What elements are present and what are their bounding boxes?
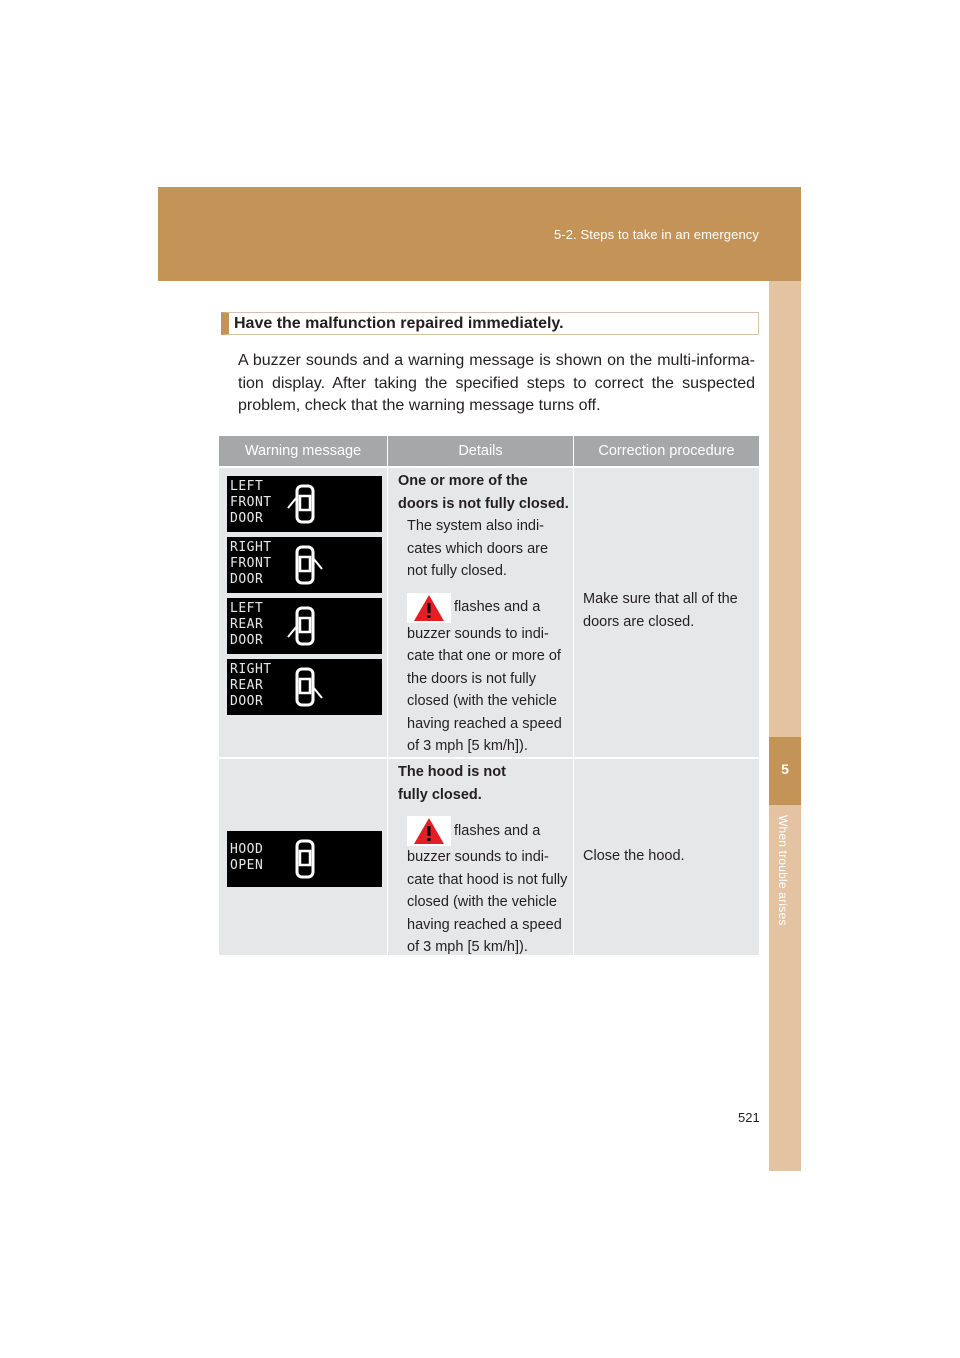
detail-title: The hood is not fully closed. — [398, 764, 506, 803]
car-door-open-icon — [283, 545, 327, 585]
car-door-open-icon — [283, 606, 327, 646]
section-heading — [221, 312, 759, 335]
page-number: 521 — [738, 1110, 760, 1125]
display-left-rear-door: LEFT REAR DOOR — [227, 598, 382, 654]
correction-text: Close the hood. — [583, 848, 685, 864]
car-icon — [283, 839, 327, 879]
side-strip — [769, 281, 801, 1171]
warning-text-start: flashes and a — [454, 599, 541, 616]
warning-line — [398, 593, 571, 623]
table-row — [219, 466, 759, 757]
table-row — [219, 757, 759, 955]
warning-table — [219, 436, 759, 955]
header-warning-message: Warning message — [219, 436, 388, 466]
warning-triangle-icon — [407, 816, 451, 846]
chapter-header — [158, 187, 801, 281]
chapter-title: 5-2. Steps to take in an emergency — [553, 227, 759, 242]
car-door-open-icon — [283, 484, 327, 524]
display-left-front-door: LEFT FRONT DOOR — [227, 476, 382, 532]
details-text — [398, 470, 571, 758]
display-right-rear-door: RIGHT REAR DOOR — [227, 659, 382, 715]
detail-title: One or more of the doors is not fully closed. — [398, 473, 569, 512]
display-hood-open: HOOD OPEN — [227, 831, 382, 887]
chapter-number: 5 — [781, 761, 789, 777]
correction-text: Make sure that all of the doors are closed. — [583, 591, 738, 630]
table-header — [219, 436, 759, 466]
warning-triangle-icon — [407, 593, 451, 623]
intro-paragraph: A buzzer sounds and a warning message is shown on the multi-informa-tion display. After taking the specified steps to correct the suspected problem, check that the warning message turns off. — [238, 352, 755, 414]
header-correction-procedure: Correction procedure — [598, 443, 735, 459]
warning-message-cell — [219, 468, 388, 757]
chapter-tab — [769, 737, 801, 805]
correction-cell — [574, 468, 759, 757]
section-heading-text: Have the malfunction repaired immediately. — [234, 315, 564, 332]
warning-text-rest: buzzer sounds to indi-cate that one or more of the doors is not fully closed (with the vehicle having reached a speed of 3 mph [5 km/h]). — [407, 625, 562, 754]
details-cell — [388, 759, 574, 955]
correction-cell — [574, 759, 759, 955]
car-door-open-icon — [283, 667, 327, 707]
header-details: Details — [388, 436, 574, 466]
chapter-label: When trouble arises — [776, 815, 790, 926]
warning-message-cell — [219, 759, 388, 955]
display-right-front-door: RIGHT FRONT DOOR — [227, 537, 382, 593]
detail-note: The system also indi-cates which doors are not fully closed. — [407, 518, 549, 579]
details-text — [398, 761, 571, 959]
details-cell — [388, 468, 574, 757]
warning-text-start: flashes and a — [454, 822, 541, 839]
warning-line — [398, 816, 571, 846]
warning-text-rest: buzzer sounds to indi-cate that hood is not fully closed (with the vehicle having reached a speed of 3 mph [5 km/h]). — [407, 849, 568, 955]
